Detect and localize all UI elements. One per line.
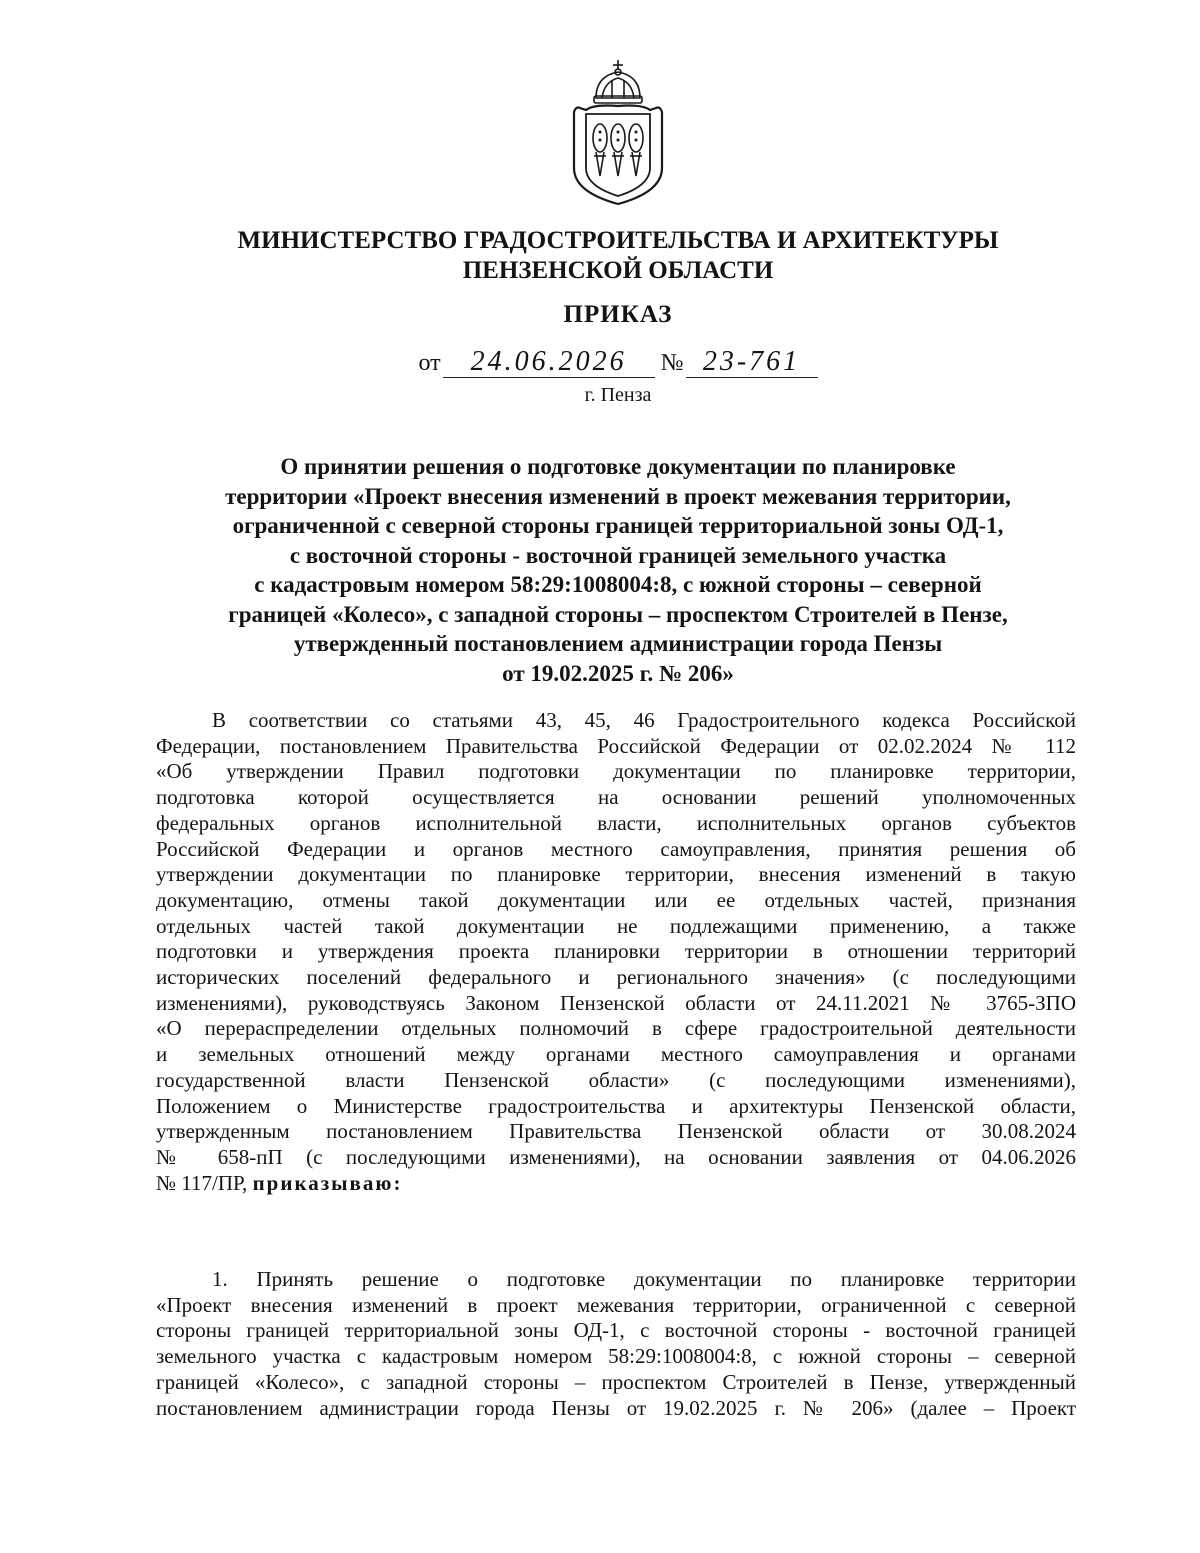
coat-of-arms-icon: [566, 58, 670, 208]
preamble-line: федеральных органов исполнительной власти, исполнительных органов субъектов: [156, 810, 1076, 835]
preamble-line: утвержденным постановлением Правительства Пензенской области от 30.08.2024: [156, 1119, 1076, 1144]
preamble-line: утверждении документации по планировке территории, внесения изменений в такую: [156, 862, 1076, 887]
preamble-line: исторических поселений федерального и регионального значения» (с последующими: [156, 965, 1076, 990]
preamble-line: Федерации, постановлением Правительства Российской Федерации от 02.02.2024 № 112: [156, 733, 1076, 758]
document-title: [150, 452, 1086, 688]
title-line: с кадастровым номером 58:29:1008004:8, с южной стороны – северной: [254, 572, 982, 597]
title-line: О принятии решения о подготовке документации по планировке: [280, 454, 956, 479]
ministry-line-1: МИНИСТЕРСТВО ГРАДОСТРОИТЕЛЬСТВА И АРХИТЕКТУРЫ: [237, 227, 999, 254]
item-1-line: 1. Принять решение о подготовке документации по планировке территории: [212, 1267, 1076, 1291]
item-1-line: земельного участка с кадастровым номером 58:29:1008004:8, с южной стороны – северной: [156, 1344, 1076, 1369]
preamble-line: Российской Федерации и органов местного самоуправления, принятия решения об: [156, 836, 1076, 861]
city: г. Пенза: [584, 384, 652, 406]
preamble-line: и земельных отношений между органами местного самоуправления и органами: [156, 1042, 1076, 1067]
item-1-line: границей «Колесо», с западной стороны – проспектом Строителей в Пензе, утвержденный: [156, 1369, 1076, 1394]
ministry-line-2: ПЕНЗЕНСКОЙ ОБЛАСТИ: [462, 257, 774, 284]
preamble-line: «О перераспределении отдельных полномочий в сфере градостроительной деятельности: [156, 1016, 1076, 1041]
item-1-paragraph: [156, 1267, 1076, 1421]
document-type: ПРИКАЗ: [563, 301, 673, 328]
title-line: с восточной стороны - восточной границей земельного участка: [289, 542, 947, 568]
preamble-final-line: [156, 1171, 1076, 1197]
title-line: территории «Проект внесения изменений в проект межевания территории,: [225, 483, 1011, 509]
title-line: границей «Колесо», с западной стороны – проспектом Строителей в Пензе,: [228, 601, 1008, 627]
title-line: утвержденный постановлением администрации города Пензы: [293, 631, 943, 656]
item-1-line: «Проект внесения изменений в проект межевания территории, ограниченной с северной: [156, 1292, 1076, 1317]
number-prefix: №: [660, 350, 684, 376]
preamble-line: Положением о Министерстве градостроительства и архитектуры Пензенской области,: [156, 1093, 1076, 1118]
title-line: от 19.02.2025 г. № 206»: [502, 660, 734, 686]
preamble-line: В соответствии со статьями 43, 45, 46 Градостроительного кодекса Российской: [212, 708, 1076, 732]
preamble-paragraph: [156, 708, 1076, 1196]
preamble-line: государственной власти Пензенской области» (с последующими изменениями),: [156, 1067, 1076, 1092]
preamble-line: № 658-пП (с последующими изменениями), на основании заявления от 04.06.2026: [156, 1144, 1076, 1169]
order-word: приказываю:: [252, 1170, 403, 1195]
item-1-line: постановлением администрации города Пензы от 19.02.2025 г. № 206» (далее – Проект: [156, 1395, 1076, 1420]
preamble-line: отдельных частей такой документации не подлежащими применению, а также: [156, 913, 1076, 938]
order-date: 24.06.2026: [443, 347, 655, 378]
item-1-line: стороны границей территориальной зоны ОД-1, с восточной стороны - восточной границей: [156, 1318, 1076, 1343]
preamble-line: изменениями), руководствуясь Законом Пензенской области от 24.11.2021 № 3765-ЗПО: [156, 990, 1076, 1015]
application-number: № 117/ПР,: [156, 1170, 253, 1195]
preamble-line: подготовки и утверждения проекта планировки территории в отношении территорий: [156, 939, 1076, 964]
date-number-line: [0, 346, 1200, 380]
date-prefix: от: [418, 350, 441, 376]
preamble-line: подготовка которой осуществляется на основании решений уполномоченных: [156, 785, 1076, 810]
order-number: 23-761: [686, 347, 818, 378]
ministry-name: [0, 226, 1200, 286]
preamble-line: «Об утверждении Правил подготовки документации по планировке территории,: [156, 759, 1076, 784]
title-line: ограниченной с северной стороны границей территориальной зоны ОД-1,: [232, 513, 1004, 538]
preamble-line: документацию, отмены такой документации или ее отдельных частей, признания: [156, 887, 1076, 912]
